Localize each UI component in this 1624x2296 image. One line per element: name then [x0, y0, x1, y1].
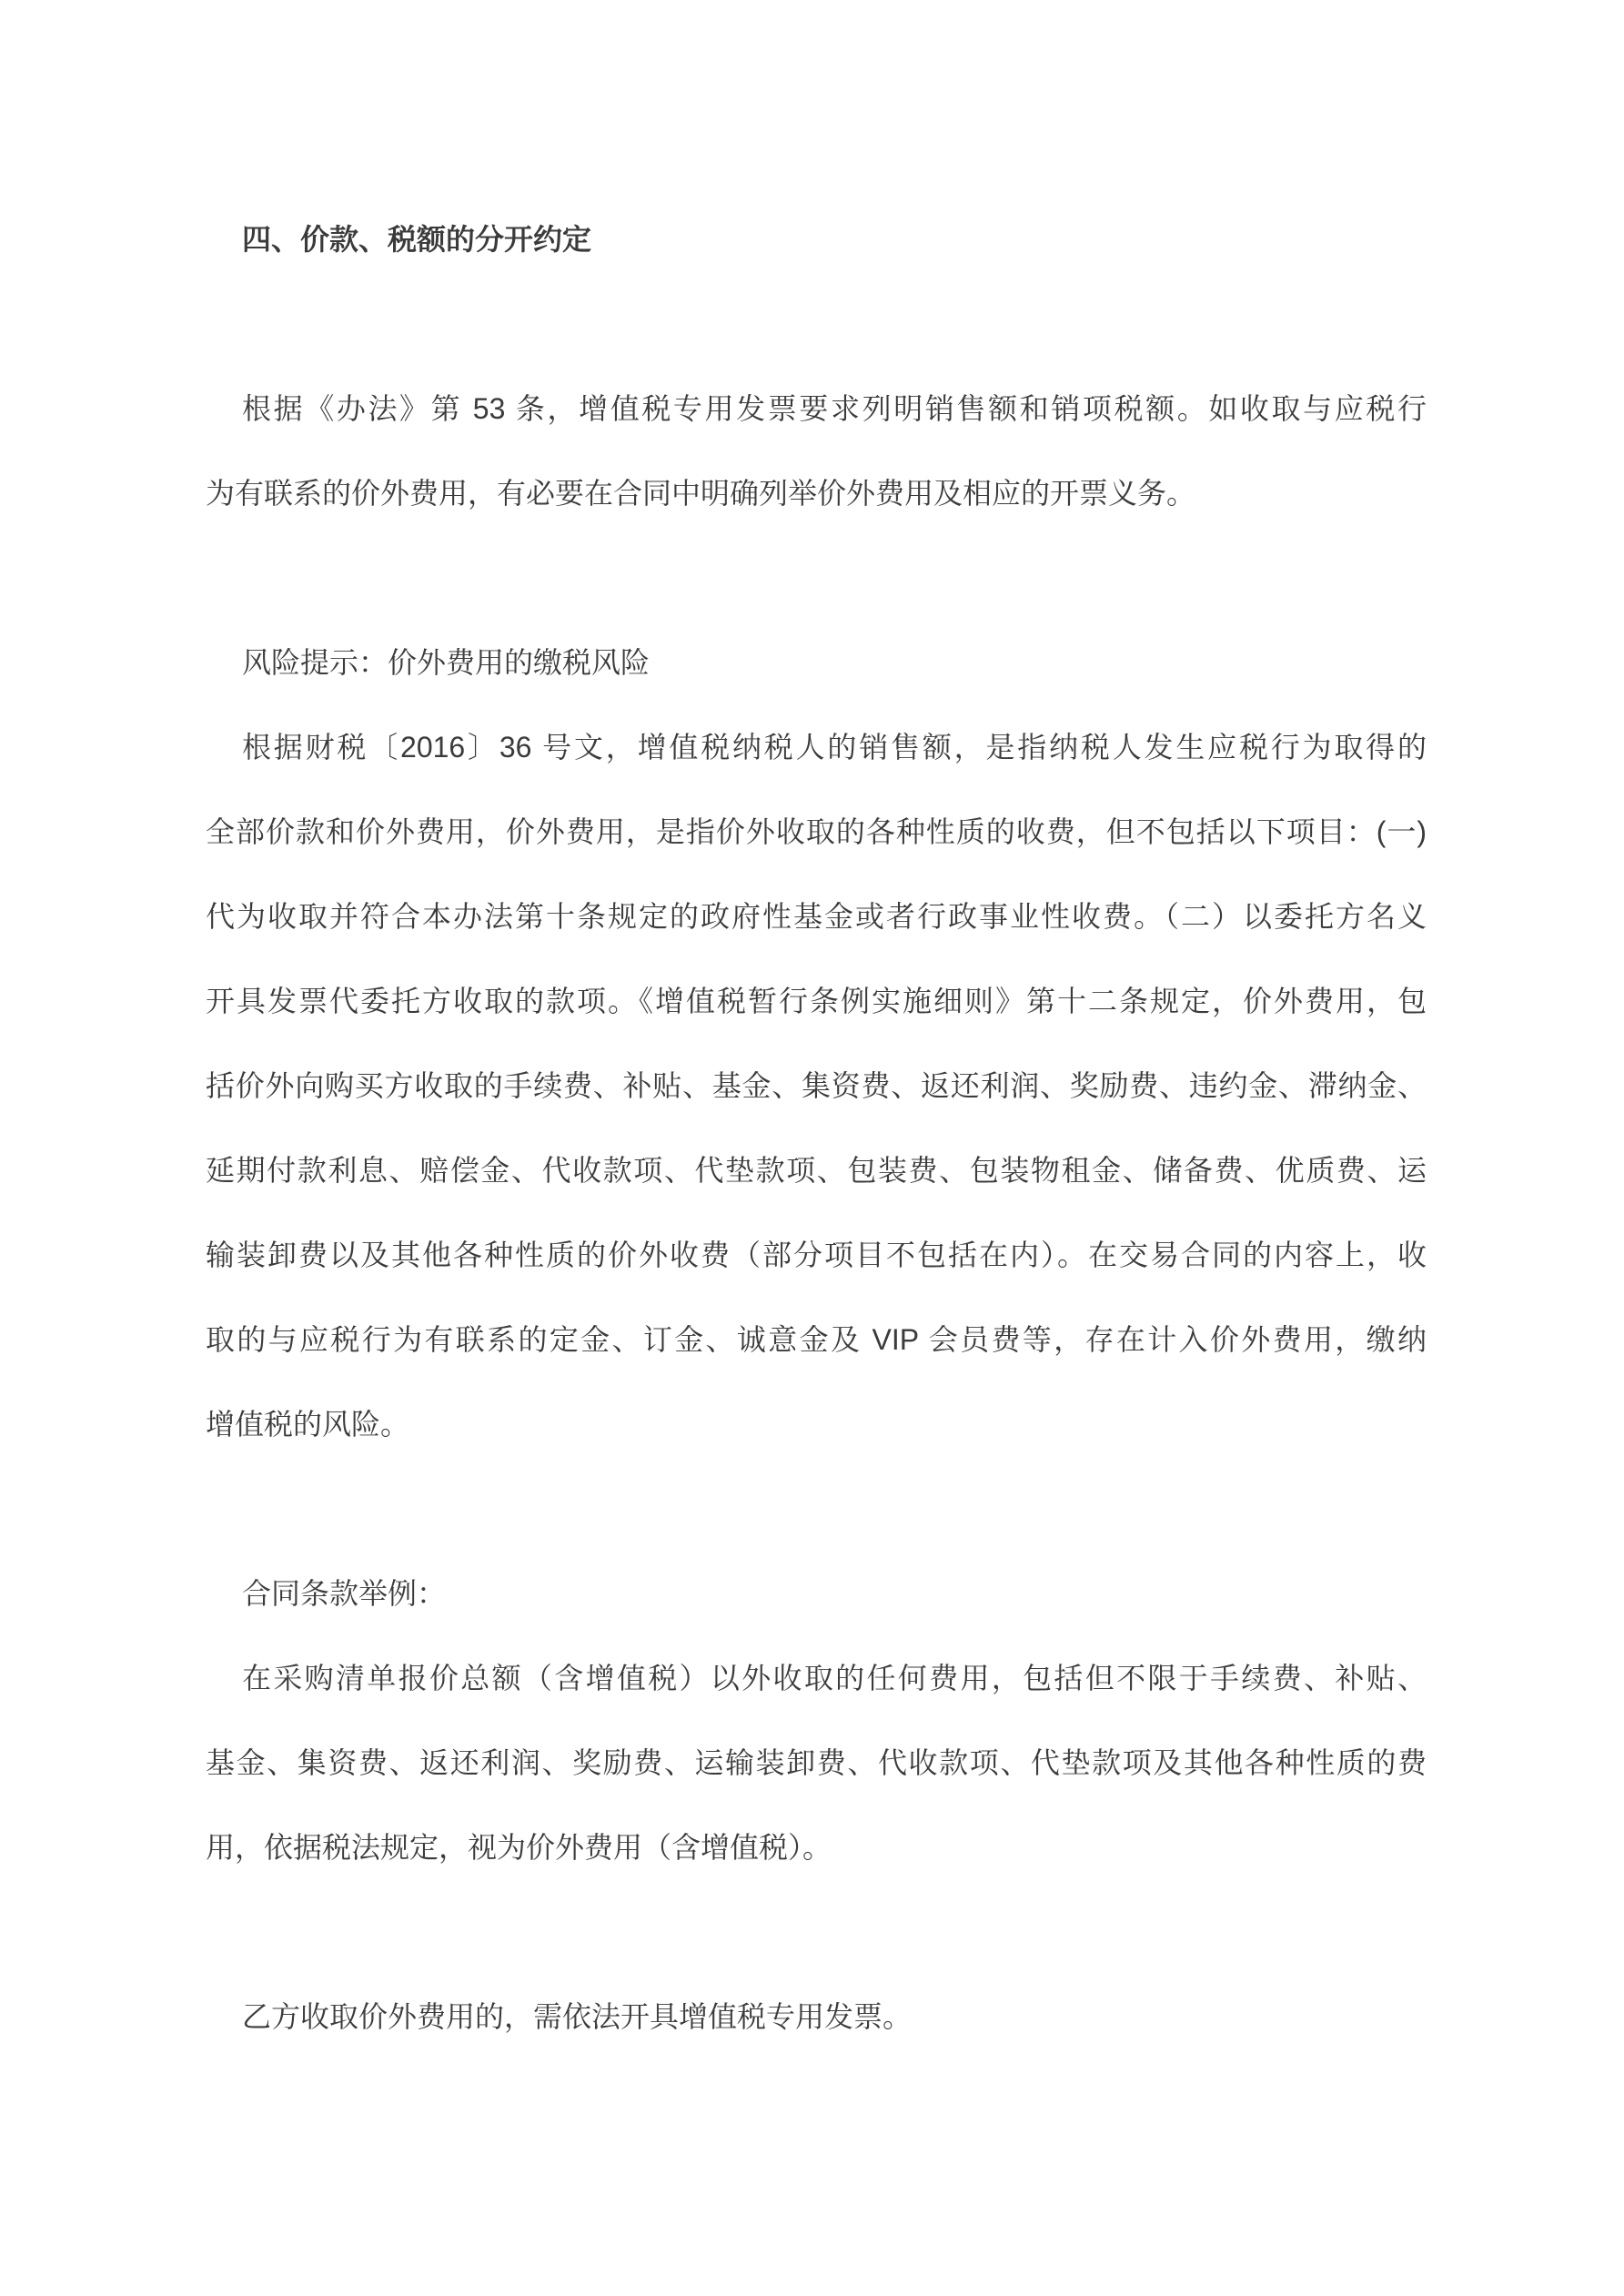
text-line: 延期付款利息、赔偿金、代收款项、代垫款项、包装费、包装物租金、储备费、优质费、运: [206, 1154, 1427, 1187]
intro-paragraph: [206, 367, 1427, 536]
text-line: 基金、集资费、返还利润、奖励费、运输装卸费、代收款项、代垫款项及其他各种性质的费: [206, 1746, 1427, 1779]
text-line: 开具发票代委托方收取的款项。《增值税暂行条例实施细则》第十二条规定，价外费用，包: [206, 985, 1427, 1017]
text-line: 为有联系的价外费用，有必要在合同中明确列举价外费用及相应的开票义务。: [206, 477, 1196, 510]
text-line: 根据《办法》第 53 条，增值税专用发票要求列明销售额和销项税额。如收取与应税行: [242, 392, 1427, 425]
text-line: 根据财税〔2016〕36 号文，增值税纳税人的销售额，是指纳税人发生应税行为取得的: [242, 731, 1427, 764]
text-line: 用，依据税法规定，视为价外费用（含增值税）。: [206, 1831, 832, 1864]
text-line: 输装卸费以及其他各种性质的价外收费（部分项目不包括在内）。在交易合同的内容上，收: [206, 1239, 1427, 1271]
text-line: 取的与应税行为有联系的定金、订金、诚意金及 VIP 会员费等，存在计入价外费用，缴纳: [206, 1323, 1427, 1356]
text-line: 增值税的风险。: [206, 1408, 410, 1441]
text-line: 代为收取并符合本办法第十条规定的政府性基金或者行政事业性收费。（二）以委托方名义: [206, 900, 1427, 933]
contract-example-title: 合同条款举例：: [242, 1577, 447, 1610]
closing-line: 乙方收取价外费用的，需依法开具增值税专用发票。: [242, 2000, 913, 2033]
risk-note-title: 风险提示：价外费用的缴税风险: [242, 646, 651, 679]
text-line: 括价外向购买方收取的手续费、补贴、基金、集资费、返还利润、奖励费、违约金、滞纳金、: [206, 1069, 1427, 1102]
risk-note-paragraph: [206, 705, 1427, 1467]
text-line: 全部价款和价外费用，价外费用，是指价外收取的各种性质的收费，但不包括以下项目：(一): [206, 815, 1427, 848]
section-heading: 四、价款、税额的分开约定: [242, 223, 592, 256]
text-line: 在采购清单报价总额（含增值税）以外收取的任何费用，包括但不限于手续费、补贴、: [242, 1662, 1427, 1694]
contract-example-paragraph: [206, 1636, 1427, 1890]
